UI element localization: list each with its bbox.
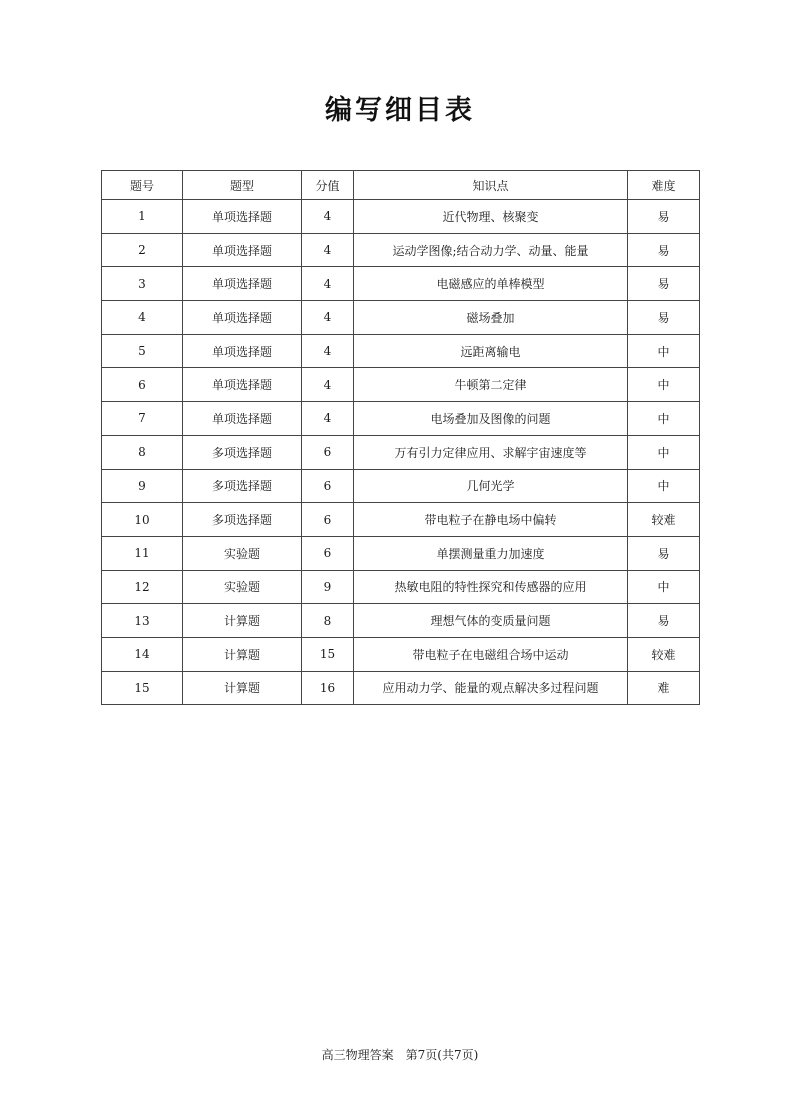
- cell-no: 2: [102, 233, 183, 267]
- cell-knowledge: 近代物理、核聚变: [354, 200, 628, 234]
- table-row: [102, 267, 700, 301]
- cell-type: 单项选择题: [183, 334, 302, 368]
- cell-difficulty: 中: [628, 469, 700, 503]
- table-row: [102, 368, 700, 402]
- cell-type: 多项选择题: [183, 503, 302, 537]
- cell-score: 8: [302, 604, 354, 638]
- cell-score: 4: [302, 233, 354, 267]
- cell-no: 9: [102, 469, 183, 503]
- table-row: [102, 233, 700, 267]
- cell-knowledge: 电磁感应的单棒模型: [354, 267, 628, 301]
- cell-no: 5: [102, 334, 183, 368]
- cell-difficulty: 难: [628, 671, 700, 705]
- cell-difficulty: 中: [628, 368, 700, 402]
- cell-type: 多项选择题: [183, 469, 302, 503]
- cell-no: 6: [102, 368, 183, 402]
- cell-difficulty: 易: [628, 233, 700, 267]
- spec-table: [101, 170, 700, 705]
- cell-no: 14: [102, 637, 183, 671]
- cell-knowledge: 远距离输电: [354, 334, 628, 368]
- cell-difficulty: 中: [628, 402, 700, 436]
- cell-type: 单项选择题: [183, 200, 302, 234]
- cell-difficulty: 中: [628, 435, 700, 469]
- table-row: [102, 469, 700, 503]
- cell-no: 7: [102, 402, 183, 436]
- table-row: [102, 435, 700, 469]
- cell-score: 6: [302, 536, 354, 570]
- cell-type: 实验题: [183, 570, 302, 604]
- cell-difficulty: 中: [628, 570, 700, 604]
- cell-knowledge: 电场叠加及图像的问题: [354, 402, 628, 436]
- cell-type: 计算题: [183, 671, 302, 705]
- cell-type: 计算题: [183, 637, 302, 671]
- cell-type: 单项选择题: [183, 402, 302, 436]
- cell-difficulty: 易: [628, 200, 700, 234]
- cell-score: 9: [302, 570, 354, 604]
- cell-difficulty: 易: [628, 267, 700, 301]
- cell-score: 4: [302, 402, 354, 436]
- cell-no: 8: [102, 435, 183, 469]
- cell-knowledge: 带电粒子在静电场中偏转: [354, 503, 628, 537]
- cell-score: 4: [302, 267, 354, 301]
- cell-score: 15: [302, 637, 354, 671]
- table-row: [102, 604, 700, 638]
- header-knowledge: 知识点: [354, 171, 628, 200]
- table-header-row: [102, 171, 700, 200]
- cell-no: 11: [102, 536, 183, 570]
- page-title: 编写细目表: [325, 95, 475, 126]
- table-row: [102, 200, 700, 234]
- table-row: [102, 671, 700, 705]
- table-body: [102, 200, 700, 705]
- cell-difficulty: 较难: [628, 637, 700, 671]
- table-row: [102, 503, 700, 537]
- table-row: [102, 301, 700, 335]
- header-difficulty: 难度: [628, 171, 700, 200]
- cell-difficulty: 中: [628, 334, 700, 368]
- cell-score: 16: [302, 671, 354, 705]
- cell-knowledge: 理想气体的变质量问题: [354, 604, 628, 638]
- cell-knowledge: 磁场叠加: [354, 301, 628, 335]
- table-row: [102, 536, 700, 570]
- cell-no: 1: [102, 200, 183, 234]
- cell-knowledge: 万有引力定律应用、求解宇宙速度等: [354, 435, 628, 469]
- cell-score: 4: [302, 301, 354, 335]
- cell-no: 10: [102, 503, 183, 537]
- cell-type: 实验题: [183, 536, 302, 570]
- cell-score: 4: [302, 368, 354, 402]
- cell-difficulty: 易: [628, 536, 700, 570]
- cell-no: 13: [102, 604, 183, 638]
- table-row: [102, 570, 700, 604]
- cell-score: 6: [302, 469, 354, 503]
- cell-knowledge: 单摆测量重力加速度: [354, 536, 628, 570]
- cell-knowledge: 应用动力学、能量的观点解决多过程问题: [354, 671, 628, 705]
- cell-knowledge: 运动学图像;结合动力学、动量、能量: [354, 233, 628, 267]
- cell-difficulty: 易: [628, 301, 700, 335]
- cell-knowledge: 几何光学: [354, 469, 628, 503]
- cell-type: 单项选择题: [183, 267, 302, 301]
- cell-score: 6: [302, 435, 354, 469]
- table-row: [102, 334, 700, 368]
- cell-difficulty: 较难: [628, 503, 700, 537]
- table-row: [102, 637, 700, 671]
- cell-knowledge: 牛顿第二定律: [354, 368, 628, 402]
- cell-type: 单项选择题: [183, 301, 302, 335]
- cell-difficulty: 易: [628, 604, 700, 638]
- header-type: 题型: [183, 171, 302, 200]
- cell-no: 12: [102, 570, 183, 604]
- cell-knowledge: 热敏电阻的特性探究和传感器的应用: [354, 570, 628, 604]
- header-score: 分值: [302, 171, 354, 200]
- cell-no: 4: [102, 301, 183, 335]
- cell-type: 多项选择题: [183, 435, 302, 469]
- page-footer: 高三物理答案 第7页(共7页): [321, 1048, 479, 1062]
- table-row: [102, 402, 700, 436]
- cell-type: 单项选择题: [183, 368, 302, 402]
- cell-type: 单项选择题: [183, 233, 302, 267]
- cell-type: 计算题: [183, 604, 302, 638]
- cell-score: 4: [302, 334, 354, 368]
- cell-knowledge: 带电粒子在电磁组合场中运动: [354, 637, 628, 671]
- cell-no: 15: [102, 671, 183, 705]
- cell-score: 6: [302, 503, 354, 537]
- cell-no: 3: [102, 267, 183, 301]
- cell-score: 4: [302, 200, 354, 234]
- header-no: 题号: [102, 171, 183, 200]
